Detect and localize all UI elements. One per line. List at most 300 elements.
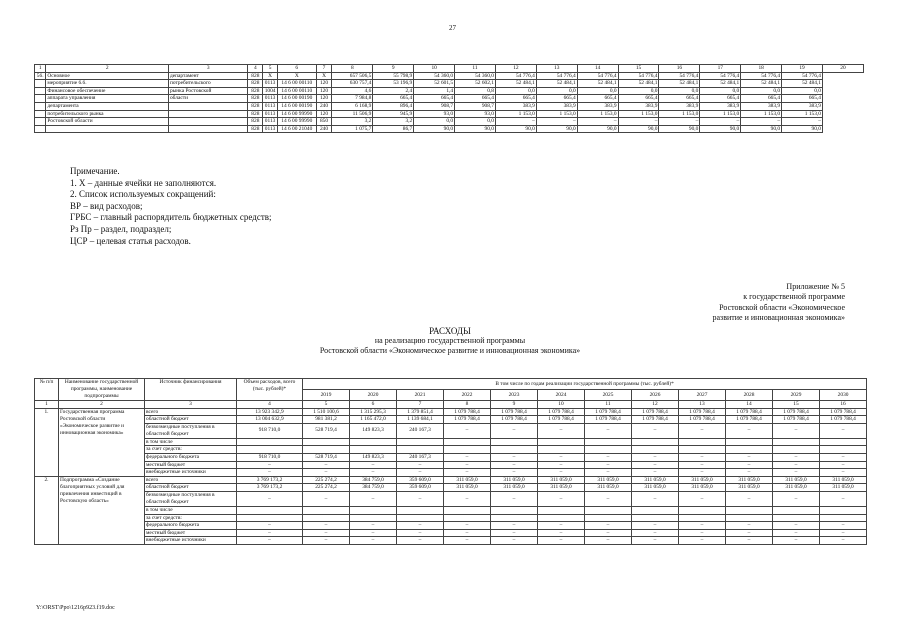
column-number: 7 — [316, 65, 332, 73]
amount-cell: – — [237, 461, 303, 469]
column-number: 17 — [700, 65, 741, 73]
amount-cell: 311 059,0 — [585, 484, 632, 492]
table-cell: 1 153,0 — [495, 110, 536, 118]
amount-cell: 359 609,0 — [397, 476, 444, 484]
amount-cell: – — [773, 522, 820, 530]
amount-cell — [726, 446, 773, 454]
table-cell: 54 776,4 — [659, 72, 700, 80]
amount-cell: 1 315 295,3 — [350, 408, 397, 416]
table-cell: 1 153,0 — [741, 110, 782, 118]
amount-cell — [491, 446, 538, 454]
amount-cell — [397, 506, 444, 514]
column-number: 7 — [397, 401, 444, 409]
year-header: 2029 — [773, 390, 820, 401]
amount-cell: 311 059,0 — [773, 476, 820, 484]
column-number: 19 — [782, 65, 823, 73]
amount-cell: – — [491, 491, 538, 506]
table-cell: 665,4 — [700, 95, 741, 103]
measure-name: мероприятие 6.6. — [46, 80, 169, 88]
table-cell: 665,4 — [782, 95, 823, 103]
measure-name: аппарата управления — [46, 95, 169, 103]
amount-cell: – — [820, 529, 867, 537]
amount-cell — [632, 506, 679, 514]
funding-source: областной бюджет — [145, 484, 237, 492]
notes-block — [70, 166, 272, 247]
amount-cell: – — [491, 453, 538, 461]
table-cell: 383,9 — [700, 102, 741, 110]
table-cell: 52 484,1 — [700, 80, 741, 88]
table-cell: 6 168,9 — [332, 102, 373, 110]
table-cell: 383,9 — [782, 102, 823, 110]
amount-cell — [773, 438, 820, 446]
amount-cell — [237, 506, 303, 514]
amount-cell — [303, 506, 350, 514]
table-cell: 1,4 — [414, 87, 455, 95]
amount-cell: 311 059,0 — [820, 476, 867, 484]
row-number — [35, 95, 46, 103]
table-cell: 53 196,9 — [373, 80, 414, 88]
amount-cell — [726, 438, 773, 446]
table-cell: 55 798,9 — [373, 72, 414, 80]
measure-name: Основное — [46, 72, 169, 80]
executor-name — [168, 102, 247, 110]
row-number — [35, 118, 46, 126]
table-row — [35, 506, 867, 514]
amount-cell — [820, 514, 867, 522]
amount-cell: – — [491, 423, 538, 438]
amount-cell: – — [538, 491, 585, 506]
table-cell: 90,0 — [536, 125, 577, 133]
funding-source: безвозмездные поступления в областной бюджет — [145, 491, 237, 506]
amount-cell — [773, 506, 820, 514]
table-cell: 90,0 — [618, 125, 659, 133]
amount-cell: 240 167,3 — [397, 423, 444, 438]
amount-cell: 1 079 788,4 — [538, 416, 585, 424]
amount-cell: 384 759,0 — [350, 484, 397, 492]
column-number: 16 — [820, 401, 867, 409]
amount-cell: 981 381,2 — [303, 416, 350, 424]
table-cell: 908,7 — [455, 102, 496, 110]
amount-cell: – — [632, 529, 679, 537]
amount-cell: – — [632, 453, 679, 461]
amount-cell: 311 059,0 — [632, 476, 679, 484]
document-title — [200, 326, 700, 356]
amount-cell: – — [397, 491, 444, 506]
amount-cell: 311 059,0 — [679, 484, 726, 492]
table-cell: 54 360,0 — [455, 72, 496, 80]
column-number: 5 — [263, 65, 278, 73]
amount-cell: – — [679, 453, 726, 461]
table-cell: 90,0 — [495, 125, 536, 133]
table-cell: 1 153,0 — [577, 110, 618, 118]
table-cell: Х — [277, 72, 316, 80]
amount-cell: 1 079 788,4 — [820, 408, 867, 416]
amount-cell: – — [444, 537, 491, 545]
table-row — [35, 80, 864, 88]
amount-cell — [538, 438, 585, 446]
measure-name: Финансовое обеспечение — [46, 87, 169, 95]
table-cell: 11 506,9 — [332, 110, 373, 118]
table-row — [35, 537, 867, 545]
table-row — [35, 522, 867, 530]
year-header: 2025 — [585, 390, 632, 401]
amount-cell: – — [585, 469, 632, 477]
amount-cell: – — [632, 461, 679, 469]
table-cell: 14 6 00 00110 — [277, 80, 316, 88]
amount-cell — [726, 514, 773, 522]
table-row — [35, 95, 864, 103]
executor-name — [168, 118, 247, 126]
table-cell: 1 153,0 — [700, 110, 741, 118]
table-row — [35, 102, 864, 110]
table-cell: 0,0 — [782, 87, 823, 95]
amount-cell — [726, 506, 773, 514]
table-cell: 1 153,0 — [659, 110, 700, 118]
title-line-3: Ростовской области «Экономическое развитие и инновационная экономика» — [319, 346, 581, 355]
table-cell: 383,9 — [741, 102, 782, 110]
column-number: 13 — [679, 401, 726, 409]
amount-cell: 918 710,0 — [237, 453, 303, 461]
table-cell: 2,4 — [373, 87, 414, 95]
year-header: 2022 — [444, 390, 491, 401]
executor-name: рынка Ростовской — [168, 87, 247, 95]
table-row — [35, 408, 867, 416]
amount-cell: – — [632, 469, 679, 477]
amount-cell: – — [679, 469, 726, 477]
note-line: ВР – вид расходов; — [70, 200, 143, 211]
amount-cell: 311 059,0 — [538, 476, 585, 484]
table-cell: 665,4 — [536, 95, 577, 103]
note-line: 2. Список используемых сокращений: — [70, 189, 216, 200]
amount-cell — [773, 446, 820, 454]
header-years-group: В том числе по годам реализации государственной программы (тыс. рублей)* — [303, 379, 867, 390]
column-number: 2 — [46, 65, 169, 73]
table-cell: – — [659, 118, 700, 126]
table-cell: 52 484,1 — [536, 80, 577, 88]
table-cell: 3,2 — [373, 118, 414, 126]
table-cell: 908,7 — [414, 102, 455, 110]
table-cell: 90,0 — [700, 125, 741, 133]
table-row — [35, 125, 864, 133]
amount-cell: – — [773, 423, 820, 438]
funding-source: в том числе — [145, 438, 237, 446]
program-name: Государственная программа Ростовской области «Экономическое развитие и инновационная экономика» — [59, 408, 145, 476]
amount-cell — [397, 446, 444, 454]
table-row — [35, 438, 867, 446]
table-cell: 0,0 — [536, 87, 577, 95]
table-cell: 665,4 — [414, 95, 455, 103]
amount-cell: 528 719,4 — [303, 453, 350, 461]
amount-cell — [491, 438, 538, 446]
column-number: 15 — [618, 65, 659, 73]
amount-cell — [679, 514, 726, 522]
amount-cell: – — [585, 522, 632, 530]
amount-cell — [444, 438, 491, 446]
table-cell: 14 6 00 00190 — [277, 102, 316, 110]
amount-cell: 311 059,0 — [726, 476, 773, 484]
header-number-row — [35, 65, 864, 73]
table-cell: 828 — [248, 118, 263, 126]
amount-cell: 1 510 100,6 — [303, 408, 350, 416]
amount-cell: 1 079 788,4 — [585, 416, 632, 424]
header-volume: Объем расходов, всего (тыс. рублей)* — [237, 379, 303, 401]
column-number: 6 — [350, 401, 397, 409]
amount-cell: – — [397, 461, 444, 469]
column-number: 12 — [495, 65, 536, 73]
table-cell: 1 153,0 — [536, 110, 577, 118]
amount-cell: – — [303, 461, 350, 469]
amount-cell: 384 759,0 — [350, 476, 397, 484]
table-cell: 665,4 — [659, 95, 700, 103]
amount-cell: 1 079 788,4 — [632, 408, 679, 416]
appendix-line: развитие и инновационная экономика» — [712, 313, 845, 323]
amount-cell — [538, 506, 585, 514]
year-header: 2030 — [820, 390, 867, 401]
amount-cell: – — [679, 537, 726, 545]
column-number: 16 — [659, 65, 700, 73]
table-cell: 120 — [316, 95, 332, 103]
funding-source: безвозмездные поступления в областной бюджет — [145, 423, 237, 438]
program-expenditure-table — [34, 378, 867, 545]
amount-cell: – — [491, 537, 538, 545]
amount-cell — [350, 438, 397, 446]
amount-cell: – — [632, 491, 679, 506]
column-number: 3 — [145, 401, 237, 409]
table-cell: 383,9 — [536, 102, 577, 110]
amount-cell: 149 823,3 — [350, 453, 397, 461]
amount-cell: 311 059,0 — [538, 484, 585, 492]
amount-cell: – — [726, 529, 773, 537]
amount-cell — [585, 506, 632, 514]
table-cell: 665,4 — [618, 95, 659, 103]
amount-cell: 240 167,3 — [397, 453, 444, 461]
funding-source: за счет средств: — [145, 446, 237, 454]
amount-cell: 1 079 788,4 — [773, 408, 820, 416]
measure-name: Ростовской области — [46, 118, 169, 126]
amount-cell: – — [820, 453, 867, 461]
table-cell: 90,0 — [577, 125, 618, 133]
amount-cell: 1 079 788,4 — [444, 416, 491, 424]
table-cell: 52 601,5 — [414, 80, 455, 88]
amount-cell: – — [538, 461, 585, 469]
amount-cell — [538, 514, 585, 522]
amount-cell: – — [444, 491, 491, 506]
year-header: 2021 — [397, 390, 444, 401]
table-cell: Х — [316, 72, 332, 80]
amount-cell: – — [820, 423, 867, 438]
header-name: Наименование государственной программы, наименование подпрограммы — [59, 379, 145, 401]
table-cell: 54 776,4 — [495, 72, 536, 80]
amount-cell: – — [820, 522, 867, 530]
row-number: 56. — [35, 72, 46, 80]
amount-cell — [350, 514, 397, 522]
table-cell: 0,0 — [577, 87, 618, 95]
amount-cell — [397, 514, 444, 522]
amount-cell: – — [350, 522, 397, 530]
amount-cell: – — [350, 461, 397, 469]
amount-cell: 359 609,0 — [397, 484, 444, 492]
amount-cell: – — [679, 529, 726, 537]
amount-cell: – — [444, 469, 491, 477]
amount-cell: – — [350, 529, 397, 537]
amount-cell: 311 059,0 — [585, 476, 632, 484]
amount-cell: 1 079 788,4 — [585, 408, 632, 416]
funding-source: областной бюджет — [145, 416, 237, 424]
table-cell: 54 776,4 — [536, 72, 577, 80]
funding-source: в том числе — [145, 506, 237, 514]
amount-cell: – — [303, 529, 350, 537]
table-cell: 0113 — [263, 118, 278, 126]
amount-cell: – — [237, 469, 303, 477]
table-row — [35, 484, 867, 492]
note-line: 1. Х – данные ячейки не заполняются. — [70, 177, 217, 188]
table-cell: 54 776,4 — [618, 72, 659, 80]
block-number: 2. — [35, 476, 59, 544]
amount-cell: – — [773, 529, 820, 537]
table-cell: 828 — [248, 125, 263, 133]
amount-cell: – — [397, 537, 444, 545]
table-cell: 54 776,4 — [577, 72, 618, 80]
table-cell: 0,0 — [414, 118, 455, 126]
column-number: 4 — [237, 401, 303, 409]
table-row — [35, 118, 864, 126]
table-cell: 828 — [248, 110, 263, 118]
column-number: 2 — [59, 401, 145, 409]
amount-cell: – — [585, 529, 632, 537]
table-cell: 90,0 — [414, 125, 455, 133]
funding-source: внебюджетные источники — [145, 537, 237, 545]
amount-cell: – — [726, 537, 773, 545]
executor-name: потребительского — [168, 80, 247, 88]
table-cell: 52 602,1 — [455, 80, 496, 88]
amount-cell: – — [237, 522, 303, 530]
amount-cell — [679, 438, 726, 446]
amount-cell: – — [726, 491, 773, 506]
amount-cell: – — [444, 423, 491, 438]
amount-cell: – — [538, 469, 585, 477]
amount-cell: – — [585, 461, 632, 469]
table-row — [35, 416, 867, 424]
amount-cell: 1 079 788,4 — [491, 408, 538, 416]
amount-cell: – — [538, 522, 585, 530]
amount-cell: – — [820, 461, 867, 469]
amount-cell — [820, 438, 867, 446]
table-cell: – — [741, 118, 782, 126]
table-cell: 14 6 00 99990 — [277, 110, 316, 118]
column-number: 8 — [444, 401, 491, 409]
table-cell: 0,0 — [700, 87, 741, 95]
table-cell: 630 757,4 — [332, 80, 373, 88]
amount-cell — [491, 514, 538, 522]
table-cell: 54 776,4 — [700, 72, 741, 80]
table-cell: 0113 — [263, 80, 278, 88]
funding-source: федерального бюджета — [145, 453, 237, 461]
amount-cell: 311 059,0 — [632, 484, 679, 492]
table-cell: 52 484,1 — [618, 80, 659, 88]
table-cell: 14 6 00 00110 — [277, 87, 316, 95]
amount-cell: – — [726, 522, 773, 530]
funding-source: федерального бюджета — [145, 522, 237, 530]
funding-source: всего — [145, 476, 237, 484]
table-cell: 93,0 — [414, 110, 455, 118]
amount-cell: – — [585, 423, 632, 438]
amount-cell: – — [237, 529, 303, 537]
amount-cell — [679, 506, 726, 514]
amount-cell: – — [538, 423, 585, 438]
amount-cell — [632, 446, 679, 454]
note-line: ЦСР – целевая статья расходов. — [70, 235, 191, 246]
amount-cell: 1 379 851,4 — [397, 408, 444, 416]
amount-cell: – — [726, 453, 773, 461]
amount-cell: – — [585, 491, 632, 506]
amount-cell: – — [303, 522, 350, 530]
table-cell: – — [495, 118, 536, 126]
amount-cell: 13 004 632,9 — [237, 416, 303, 424]
column-number: 11 — [585, 401, 632, 409]
amount-cell: – — [773, 537, 820, 545]
table-cell: 1 075,7 — [332, 125, 373, 133]
executor-name — [168, 110, 247, 118]
table-cell: 54 776,4 — [741, 72, 782, 80]
column-number: 10 — [538, 401, 585, 409]
amount-cell: 1 079 788,4 — [632, 416, 679, 424]
amount-cell: – — [726, 461, 773, 469]
column-number-row — [35, 401, 867, 409]
table-cell: 52 484,1 — [782, 80, 823, 88]
table-cell: 828 — [248, 95, 263, 103]
executor-name: департамент — [168, 72, 247, 80]
table-cell: 665,4 — [741, 95, 782, 103]
year-header: 2020 — [350, 390, 397, 401]
amount-cell — [632, 514, 679, 522]
amount-cell: – — [773, 453, 820, 461]
table-row — [35, 529, 867, 537]
amount-cell: 1 079 788,4 — [820, 416, 867, 424]
table-cell: 0,0 — [741, 87, 782, 95]
amount-cell: 225 274,2 — [303, 484, 350, 492]
table-cell: 657 506,5 — [332, 72, 373, 80]
amount-cell — [585, 446, 632, 454]
header-source: Источник финансирования — [145, 379, 237, 401]
amount-cell: – — [303, 491, 350, 506]
amount-cell: – — [632, 423, 679, 438]
appendix-line: Ростовской области «Экономическое — [719, 302, 845, 312]
measure-name: департамента — [46, 102, 169, 110]
amount-cell: – — [491, 461, 538, 469]
amount-cell: – — [350, 491, 397, 506]
table-cell: 383,9 — [495, 102, 536, 110]
table-cell: 665,4 — [373, 95, 414, 103]
amount-cell — [679, 446, 726, 454]
table-row — [35, 87, 864, 95]
header-row — [35, 379, 867, 390]
header-number: № п/п — [35, 379, 59, 401]
amount-cell: – — [491, 469, 538, 477]
amount-cell: – — [444, 522, 491, 530]
amount-cell — [491, 506, 538, 514]
amount-cell: – — [632, 537, 679, 545]
amount-cell: 311 059,0 — [820, 484, 867, 492]
amount-cell — [303, 446, 350, 454]
table-cell: 945,9 — [373, 110, 414, 118]
amount-cell: – — [237, 537, 303, 545]
amount-cell: 1 079 788,4 — [444, 408, 491, 416]
program-name: Подпрограмма «Создание благоприятных условий для привлечения инвестиций в Ростовскую область» — [59, 476, 145, 544]
amount-cell — [237, 514, 303, 522]
amount-cell: – — [820, 537, 867, 545]
amount-cell: 1 165 472,0 — [350, 416, 397, 424]
column-number: 3 — [168, 65, 247, 73]
